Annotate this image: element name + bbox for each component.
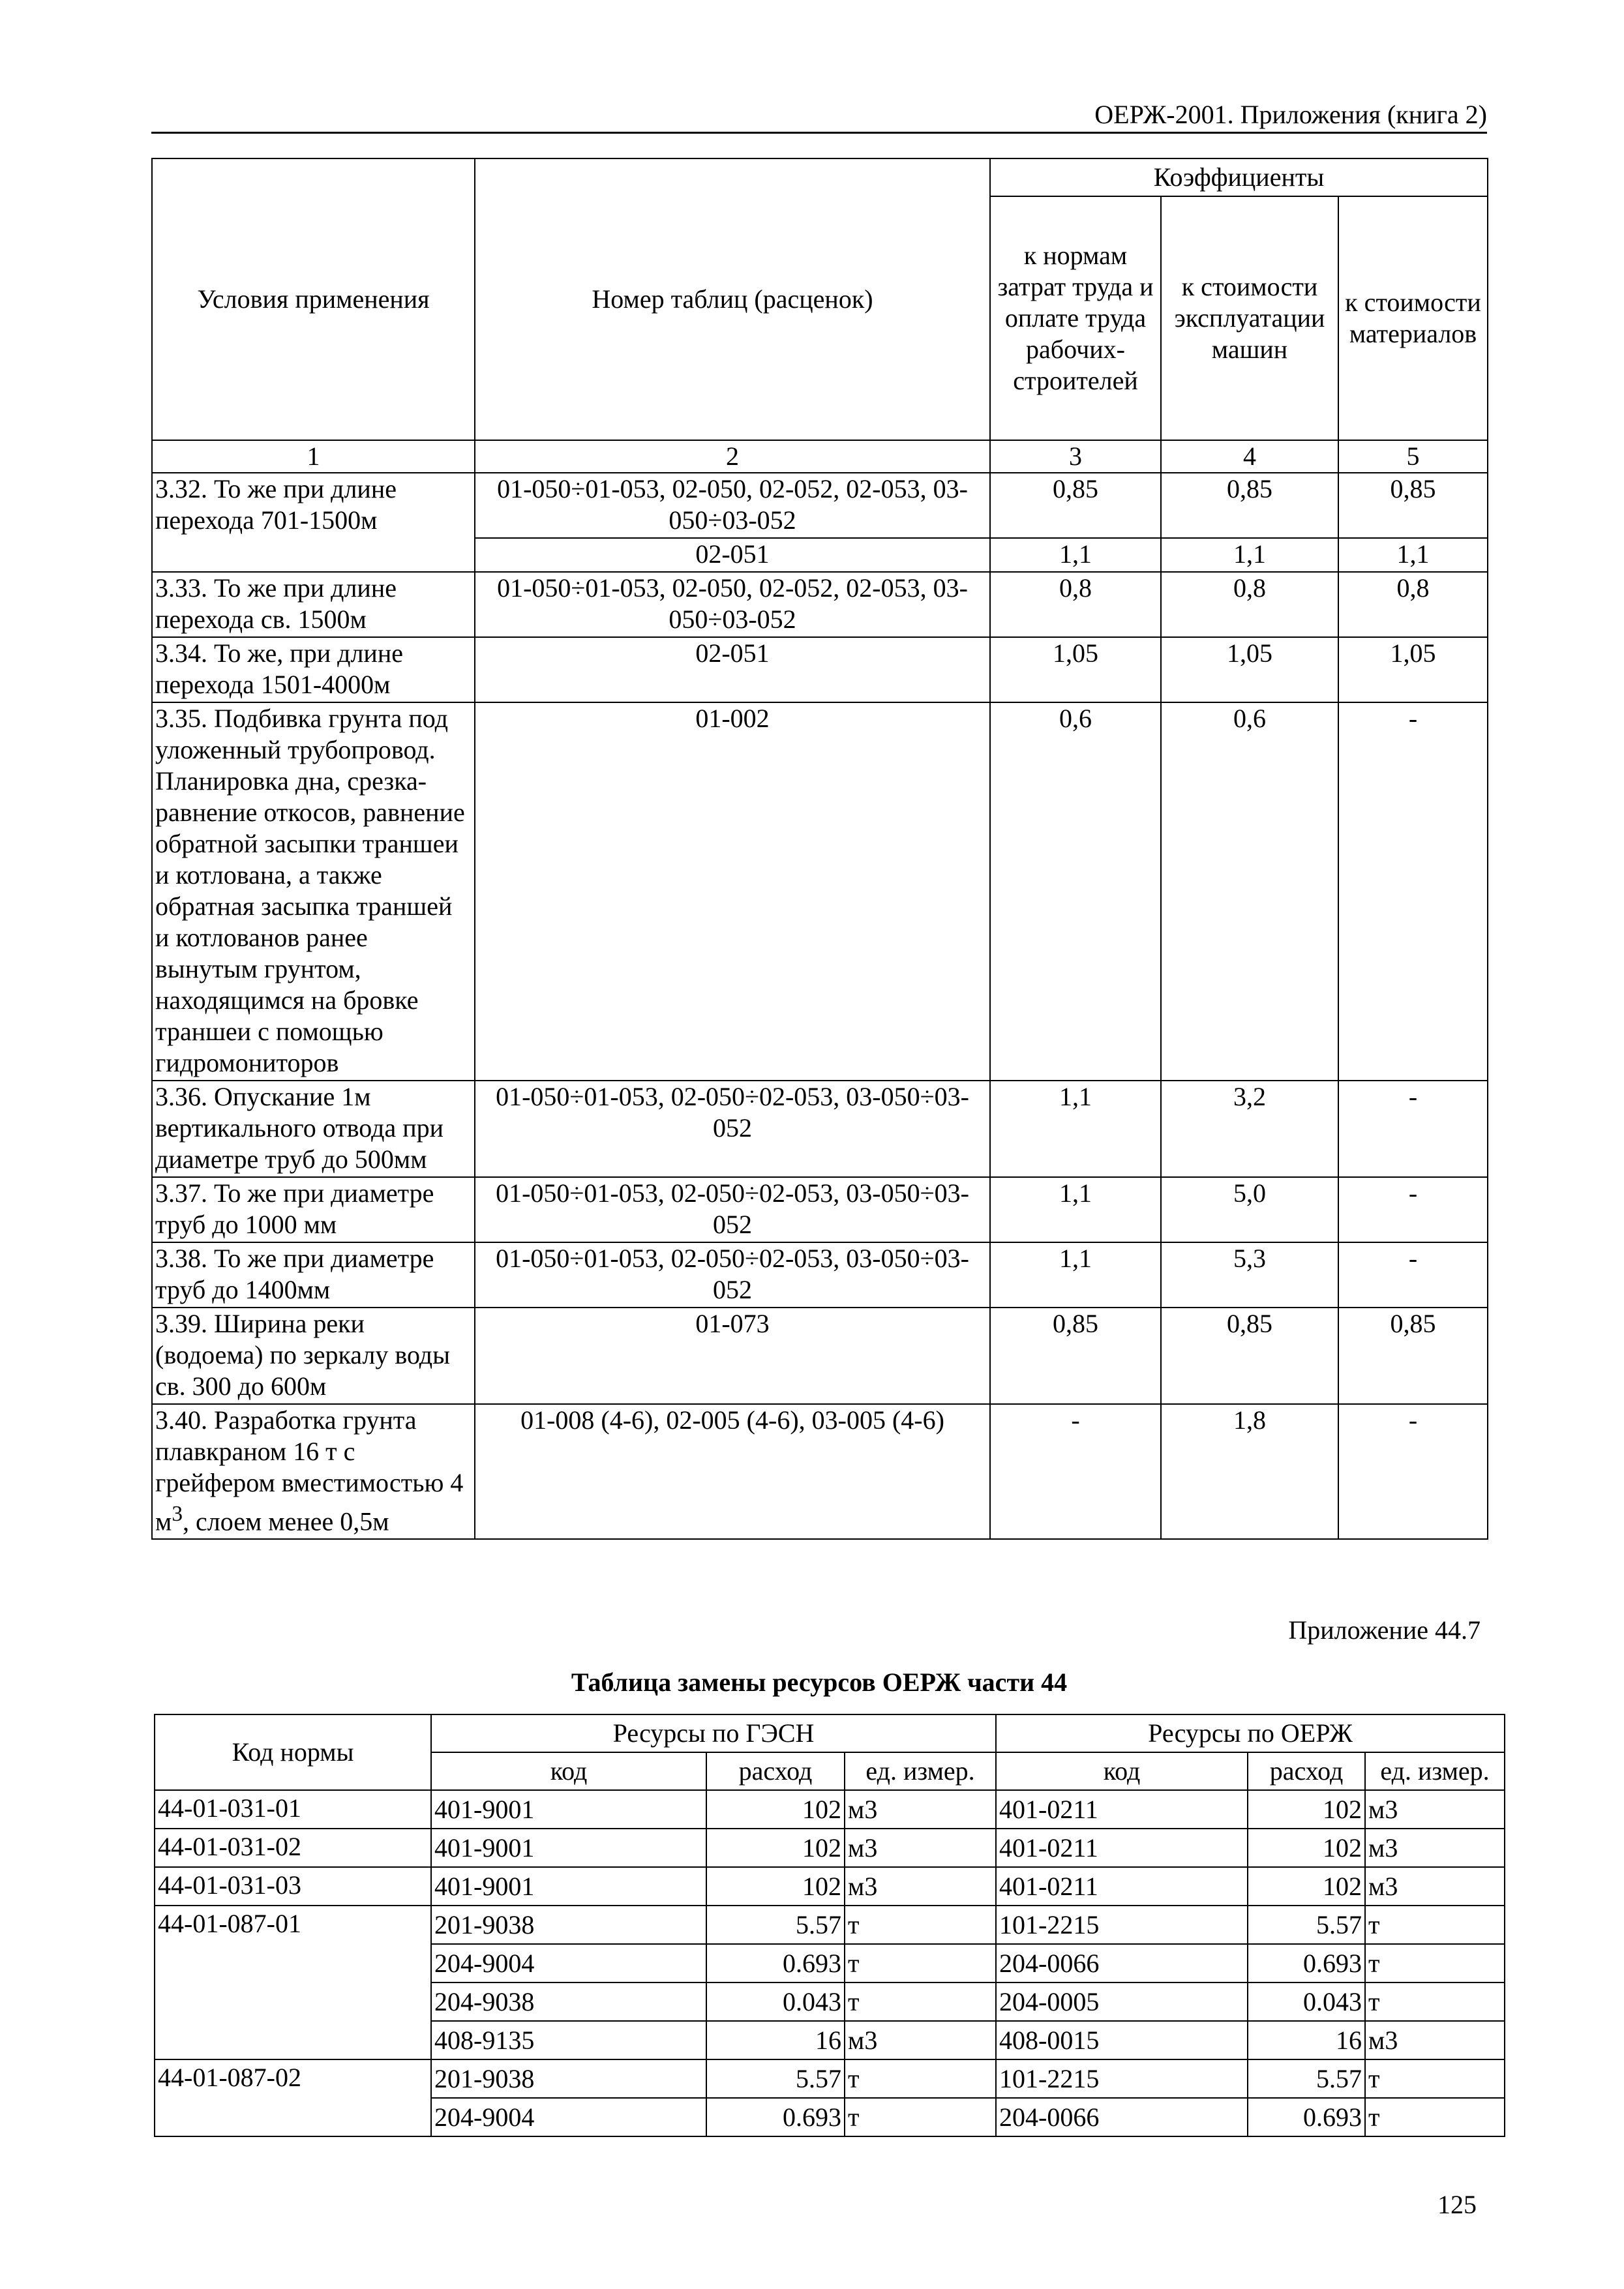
- table-row: [155, 2059, 1505, 2098]
- machine-coefficient-cell: 1,8: [1161, 1404, 1338, 1539]
- gesn-consumption-cell: 102: [706, 1829, 845, 1867]
- gesn-code-cell: 401-9001: [431, 1829, 706, 1867]
- header-gesn-resources: Ресурсы по ГЭСН: [431, 1714, 996, 1752]
- table-numbers-cell: 01-073: [475, 1308, 990, 1404]
- material-coefficient-cell: 1,1: [1338, 538, 1488, 572]
- gesn-code-cell: 201-9038: [431, 2059, 706, 2098]
- table-numbers-cell: 01-050÷01-053, 02-050, 02-052, 02-053, 03-050÷03-052: [475, 473, 990, 538]
- gesn-unit-cell: т: [845, 2059, 996, 2098]
- header-oerzh-consumption: расход: [1248, 1752, 1365, 1790]
- oerzh-unit-cell: м3: [1365, 2021, 1505, 2059]
- machine-coefficient-cell: 1,1: [1161, 538, 1338, 572]
- gesn-consumption-cell: 0.693: [706, 1944, 845, 1982]
- oerzh-unit-cell: т: [1365, 2059, 1505, 2098]
- labor-coefficient-cell: 1,1: [990, 1177, 1161, 1242]
- table-row: [155, 1829, 1505, 1867]
- oerzh-code-cell: 101-2215: [996, 2059, 1248, 2098]
- labor-coefficient-cell: 0,85: [990, 473, 1161, 538]
- resource-table-title: Таблица замены ресурсов ОЕРЖ части 44: [571, 1668, 1068, 1697]
- oerzh-consumption-cell: 102: [1248, 1867, 1365, 1906]
- table-row: [152, 572, 1488, 637]
- gesn-consumption-cell: 102: [706, 1867, 845, 1906]
- table-numbers-cell: 01-050÷01-053, 02-050÷02-053, 03-050÷03-052: [475, 1177, 990, 1242]
- gesn-consumption-cell: 16: [706, 2021, 845, 2059]
- oerzh-code-cell: 401-0211: [996, 1790, 1248, 1829]
- norm-code-cell: 44-01-087-02: [155, 2059, 431, 2136]
- material-coefficient-cell: -: [1338, 702, 1488, 1081]
- material-coefficient-cell: -: [1338, 1242, 1488, 1308]
- labor-coefficient-cell: 1,05: [990, 637, 1161, 702]
- header-machine-coefficient: к стоимости эксплуатации машин: [1161, 196, 1338, 440]
- oerzh-code-cell: 204-0005: [996, 1982, 1248, 2021]
- oerzh-code-cell: 401-0211: [996, 1867, 1248, 1906]
- table-row: [152, 702, 1488, 1081]
- table-row: [155, 1790, 1505, 1829]
- oerzh-consumption-cell: 0.043: [1248, 1982, 1365, 2021]
- condition-cell: 3.39. Ширина реки (водоема) по зеркалу воды св. 300 до 600м: [152, 1308, 475, 1404]
- oerzh-unit-cell: м3: [1365, 1790, 1505, 1829]
- condition-cell: 3.33. То же при длине перехода св. 1500м: [152, 572, 475, 637]
- header-gesn-code: код: [431, 1752, 706, 1790]
- oerzh-unit-cell: м3: [1365, 1829, 1505, 1867]
- gesn-code-cell: 204-9004: [431, 2098, 706, 2136]
- header-oerzh-resources: Ресурсы по ОЕРЖ: [996, 1714, 1505, 1752]
- gesn-code-cell: 401-9001: [431, 1790, 706, 1829]
- machine-coefficient-cell: 5,3: [1161, 1242, 1338, 1308]
- labor-coefficient-cell: -: [990, 1404, 1161, 1539]
- oerzh-unit-cell: т: [1365, 2098, 1505, 2136]
- gesn-code-cell: 201-9038: [431, 1906, 706, 1944]
- column-number: 4: [1161, 440, 1338, 473]
- oerzh-unit-cell: т: [1365, 1982, 1505, 2021]
- condition-cell: 3.37. То же при диаметре труб до 1000 мм: [152, 1177, 475, 1242]
- gesn-unit-cell: м3: [845, 1829, 996, 1867]
- column-number: 3: [990, 440, 1161, 473]
- gesn-unit-cell: т: [845, 2098, 996, 2136]
- table-row: [152, 473, 1488, 538]
- norm-code-cell: 44-01-031-03: [155, 1867, 431, 1906]
- table-row: [152, 1242, 1488, 1308]
- table-row: [155, 1906, 1505, 1944]
- oerzh-consumption-cell: 0.693: [1248, 2098, 1365, 2136]
- labor-coefficient-cell: 0,8: [990, 572, 1161, 637]
- oerzh-consumption-cell: 5.57: [1248, 2059, 1365, 2098]
- header-table-numbers: Номер таблиц (расценок): [475, 158, 990, 440]
- oerzh-consumption-cell: 102: [1248, 1790, 1365, 1829]
- oerzh-code-cell: 401-0211: [996, 1829, 1248, 1867]
- oerzh-code-cell: 204-0066: [996, 1944, 1248, 1982]
- material-coefficient-cell: 0,8: [1338, 572, 1488, 637]
- condition-cell: [152, 1404, 475, 1539]
- oerzh-code-cell: 101-2215: [996, 1906, 1248, 1944]
- condition-cell: 3.35. Подбивка грунта под уложенный трубопровод. Планировка дна, срезка-равнение откосов, равнение обратной засыпки траншеи и котлована, а также обратная засыпка траншей и котлованов ранее вынутым грунтом, находящимся на бровке траншеи с помощью гидромониторов: [152, 702, 475, 1081]
- condition-cell: 3.36. Опускание 1м вертикального отвода при диаметре труб до 500мм: [152, 1081, 475, 1177]
- condition-text: 3.40. Разработка грунта плавкраном 16 т с грейфером вместимостью 4 м: [155, 1405, 464, 1536]
- table-row: [155, 1867, 1505, 1906]
- superscript-cubed: 3: [172, 1502, 183, 1526]
- resource-table-body: [155, 1790, 1505, 2136]
- header-coefficients: Коэффициенты: [990, 158, 1488, 196]
- table-numbers-cell: 01-050÷01-053, 02-050÷02-053, 03-050÷03-052: [475, 1081, 990, 1177]
- gesn-code-cell: 408-9135: [431, 2021, 706, 2059]
- table-row: [152, 1081, 1488, 1177]
- header-gesn-consumption: расход: [706, 1752, 845, 1790]
- gesn-unit-cell: м3: [845, 2021, 996, 2059]
- gesn-code-cell: 401-9001: [431, 1867, 706, 1906]
- gesn-code-cell: 204-9038: [431, 1982, 706, 2021]
- labor-coefficient-cell: 1,1: [990, 538, 1161, 572]
- oerzh-code-cell: 408-0015: [996, 2021, 1248, 2059]
- appendix-label: Приложение 44.7: [1288, 1615, 1481, 1645]
- column-number: 5: [1338, 440, 1488, 473]
- table-numbers-cell: 01-050÷01-053, 02-050÷02-053, 03-050÷03-052: [475, 1242, 990, 1308]
- header-material-coefficient: к стоимости материалов: [1338, 196, 1488, 440]
- gesn-unit-cell: т: [845, 1906, 996, 1944]
- labor-coefficient-cell: 1,1: [990, 1081, 1161, 1177]
- resource-replacement-table: [154, 1714, 1505, 2137]
- material-coefficient-cell: 0,85: [1338, 1308, 1488, 1404]
- material-coefficient-cell: -: [1338, 1177, 1488, 1242]
- table-numbers-cell: 01-008 (4-6), 02-005 (4-6), 03-005 (4-6): [475, 1404, 990, 1539]
- table-row: [152, 637, 1488, 702]
- condition-cell: 3.34. То же, при длине перехода 1501-4000м: [152, 637, 475, 702]
- material-coefficient-cell: 1,05: [1338, 637, 1488, 702]
- gesn-consumption-cell: 5.57: [706, 1906, 845, 1944]
- gesn-code-cell: 204-9004: [431, 1944, 706, 1982]
- labor-coefficient-cell: 1,1: [990, 1242, 1161, 1308]
- gesn-consumption-cell: 0.693: [706, 2098, 845, 2136]
- machine-coefficient-cell: 5,0: [1161, 1177, 1338, 1242]
- header-labor-coefficient: к нормам затрат труда и оплате труда рабочих-строителей: [990, 196, 1161, 440]
- machine-coefficient-cell: 3,2: [1161, 1081, 1338, 1177]
- table-row: [152, 1177, 1488, 1242]
- header-oerzh-code: код: [996, 1752, 1248, 1790]
- header-norm-code: Код нормы: [155, 1714, 431, 1790]
- oerzh-unit-cell: м3: [1365, 1867, 1505, 1906]
- oerzh-unit-cell: т: [1365, 1906, 1505, 1944]
- header-gesn-unit: ед. измер.: [845, 1752, 996, 1790]
- table-numbers-cell: 01-050÷01-053, 02-050, 02-052, 02-053, 03-050÷03-052: [475, 572, 990, 637]
- machine-coefficient-cell: 1,05: [1161, 637, 1338, 702]
- machine-coefficient-cell: 0,85: [1161, 1308, 1338, 1404]
- gesn-consumption-cell: 0.043: [706, 1982, 845, 2021]
- column-number: 1: [152, 440, 475, 473]
- running-header: ОЕРЖ-2001. Приложения (книга 2): [151, 99, 1487, 134]
- labor-coefficient-cell: 0,85: [990, 1308, 1161, 1404]
- gesn-unit-cell: м3: [845, 1867, 996, 1906]
- machine-coefficient-cell: 0,85: [1161, 473, 1338, 538]
- material-coefficient-cell: 0,85: [1338, 473, 1488, 538]
- condition-cell: 3.38. То же при диаметре труб до 1400мм: [152, 1242, 475, 1308]
- table-numbers-cell: 02-051: [475, 538, 990, 572]
- header-oerzh-unit: ед. измер.: [1365, 1752, 1505, 1790]
- norm-code-cell: 44-01-031-01: [155, 1790, 431, 1829]
- machine-coefficient-cell: 0,6: [1161, 702, 1338, 1081]
- coefficients-table: [151, 158, 1488, 1540]
- gesn-unit-cell: т: [845, 1982, 996, 2021]
- page-number: 125: [1437, 2190, 1477, 2219]
- header-conditions: Условия применения: [152, 158, 475, 440]
- oerzh-consumption-cell: 5.57: [1248, 1906, 1365, 1944]
- material-coefficient-cell: -: [1338, 1404, 1488, 1539]
- gesn-unit-cell: т: [845, 1944, 996, 1982]
- labor-coefficient-cell: 0,6: [990, 702, 1161, 1081]
- norm-code-cell: 44-01-031-02: [155, 1829, 431, 1867]
- table-numbers-cell: 02-051: [475, 637, 990, 702]
- material-coefficient-cell: -: [1338, 1081, 1488, 1177]
- gesn-consumption-cell: 5.57: [706, 2059, 845, 2098]
- gesn-unit-cell: м3: [845, 1790, 996, 1829]
- table-numbers-cell: 01-002: [475, 702, 990, 1081]
- norm-code-cell: 44-01-087-01: [155, 1906, 431, 2059]
- condition-text-tail: , слоем менее 0,5м: [182, 1506, 389, 1536]
- oerzh-consumption-cell: 102: [1248, 1829, 1365, 1867]
- table-row: [152, 1308, 1488, 1404]
- oerzh-consumption-cell: 16: [1248, 2021, 1365, 2059]
- oerzh-unit-cell: т: [1365, 1944, 1505, 1982]
- machine-coefficient-cell: 0,8: [1161, 572, 1338, 637]
- oerzh-consumption-cell: 0.693: [1248, 1944, 1365, 1982]
- column-number: 2: [475, 440, 990, 473]
- gesn-consumption-cell: 102: [706, 1790, 845, 1829]
- oerzh-code-cell: 204-0066: [996, 2098, 1248, 2136]
- table-row: [152, 1404, 1488, 1539]
- condition-cell: 3.32. То же при длине перехода 701-1500м: [152, 473, 475, 572]
